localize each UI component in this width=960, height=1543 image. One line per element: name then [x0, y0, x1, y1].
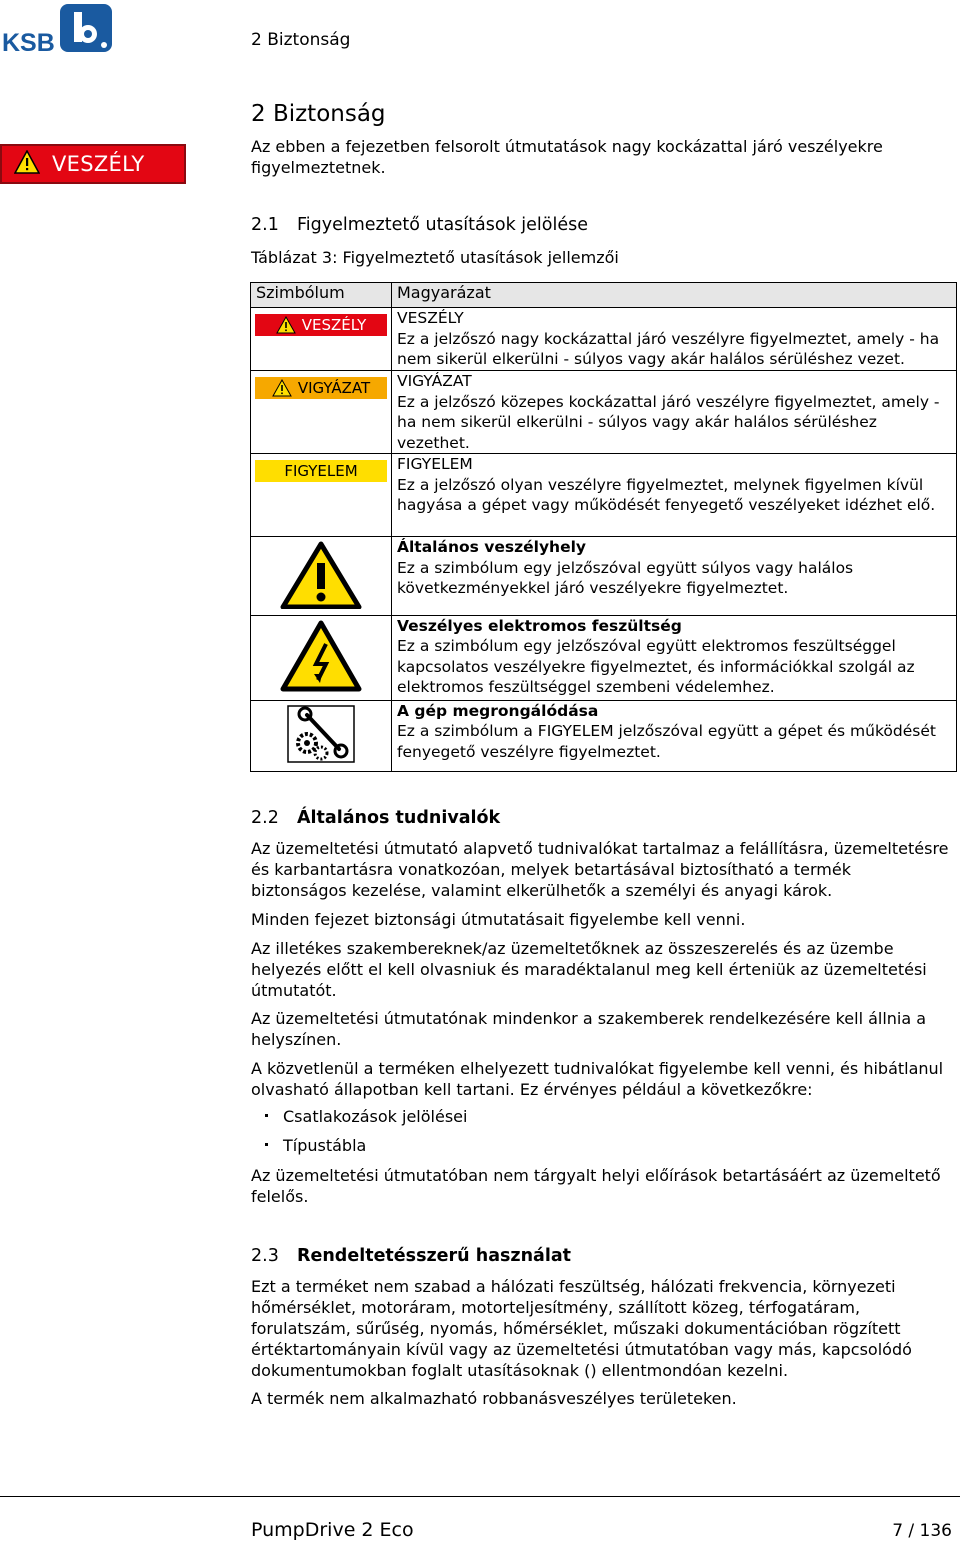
- table-row: [251, 537, 957, 616]
- paragraph: Az üzemeltetési útmutatóban nem tárgyalt helyi előírások betartásáért az üzemeltető felelős.: [251, 1166, 941, 1206]
- section-heading-2-3: [251, 1246, 571, 1266]
- chapter-title: 2 Biztonság: [251, 101, 386, 127]
- paragraph: A termék nem alkalmazható robbanásveszélyes területeken.: [251, 1389, 737, 1408]
- paragraph: Az üzemeltetési útmutató alapvető tudnivalókat tartalmaz a felállításra, üzemeltetésre és karbantartásra vonatkozóan, melyek betartásával biztosítható a termék biztonságos kezelése, valamint elkerülhetők a személyi és anyagi károk.: [251, 839, 949, 900]
- section-title: Rendeltetésszerű használat: [297, 1246, 572, 1266]
- danger-badge: VESZÉLY: [255, 314, 387, 336]
- electric-voltage-icon: [251, 620, 391, 698]
- caution-badge: FIGYELEM: [255, 460, 387, 482]
- row-title: Veszélyes elektromos feszültség: [397, 616, 682, 635]
- danger-signal-box: [0, 144, 186, 184]
- row-text: Ez a szimbólum a FIGYELEM jelzőszóval együtt a gépet és működését fenyegető veszélyre figyelmeztet.: [397, 722, 936, 761]
- ksb-logo: [2, 2, 114, 54]
- warning-triangle-icon: [14, 150, 40, 178]
- row-text: Ez a jelzőszó olyan veszélyre figyelmeztet, melynek figyelmen kívül hagyása a gépet vagy működését fenyegető veszélyeket idézhet elő.: [397, 475, 936, 514]
- danger-signal-label: VESZÉLY: [52, 152, 145, 176]
- machine-damage-icon: [251, 705, 391, 769]
- running-head: 2 Biztonság: [251, 30, 351, 50]
- row-text: Ez a szimbólum egy jelzőszóval együtt elektromos feszültséggel kapcsolatos veszélyekre figyelmeztet, és információkkal szolgál az elektromos feszültséggel szembeni védelemhez.: [397, 637, 915, 696]
- list-item: Típustábla: [251, 1136, 467, 1165]
- row-text: Ez a jelzőszó közepes kockázattal járó veszélyre figyelmeztet, amely - ha nem sikerül elkerülni - súlyos vagy akár halálos sérüléshez vezethet.: [397, 392, 940, 452]
- list-item: Csatlakozások jelölései: [251, 1107, 467, 1136]
- section-title: Figyelmeztető utasítások jelölése: [297, 215, 588, 235]
- row-title: FIGYELEM: [397, 455, 473, 473]
- warning-table: [250, 282, 957, 772]
- table-row: [251, 700, 957, 771]
- paragraph: A közvetlenül a terméken elhelyezett tudnivalókat figyelembe kell venni, és hibátlanul olvasható állapotban kell tartani. Ez érvényes például a következőkre:: [251, 1059, 944, 1099]
- footer-page-number: 7 / 136: [892, 1521, 952, 1541]
- table-header-row: [251, 283, 957, 308]
- table-caption: Táblázat 3: Figyelmeztető utasítások jellemzői: [251, 248, 619, 267]
- row-title: VESZÉLY: [397, 309, 464, 327]
- section-number: 2.2: [251, 808, 279, 828]
- warning-badge: VIGYÁZAT: [255, 377, 387, 399]
- paragraph: Az üzemeltetési útmutatónak mindenkor a szakemberek rendelkezésére kell állnia a helyszínen.: [251, 1009, 927, 1049]
- table-row: [251, 454, 957, 537]
- warning-triangle-icon: [276, 316, 296, 334]
- table-row: [251, 615, 957, 700]
- footer-rule: [0, 1496, 960, 1497]
- footer-product: PumpDrive 2 Eco: [251, 1519, 414, 1541]
- section-number: 2.3: [251, 1246, 279, 1266]
- col-symbol: Szimbólum: [251, 283, 392, 308]
- paragraph: Az illetékes szakembereknek/az üzemeltetőknek az összeszerelés és az üzembe helyezés előtt el kell olvasniuk és maradéktalanul meg kell érteniük az üzemeltetési útmutatót.: [251, 939, 927, 1000]
- paragraph: Ezt a terméket nem szabad a hálózati feszültség, hálózati frekvencia, környezeti hőmérséklet, motoráram, motorteljesítmény, szállított közeg, térfogatáram, forulatszám, sűrűség, nyomás, hőmérséklet, műszaki dokumentációban rögzített értéktartományain kívül vagy az üzemeltetési útmutatóban vagy más, kapcsolódó dokumentumokban foglalt utasításoknak () ellentmondóan kezelni.: [251, 1277, 912, 1380]
- section-heading-2-2: [251, 808, 500, 828]
- bullet-list: [251, 1107, 467, 1165]
- paragraph: Minden fejezet biztonsági útmutatásait figyelembe kell venni.: [251, 910, 746, 929]
- col-explanation: Magyarázat: [392, 283, 957, 308]
- row-title: A gép megrongálódása: [397, 701, 599, 720]
- table-row: [251, 371, 957, 454]
- section-heading-2-1: [251, 215, 588, 235]
- section-number: 2.1: [251, 215, 279, 235]
- row-title: Általános veszélyhely: [397, 538, 587, 556]
- table-row: [251, 308, 957, 371]
- row-text: Ez a jelzőszó nagy kockázattal járó veszélyre figyelmeztet, amely - ha nem sikerül elkerülni - súlyos vagy akár halálos sérüléshez vezet.: [397, 329, 940, 368]
- warning-triangle-icon: [272, 379, 292, 397]
- chapter-intro: Az ebben a fejezetben felsorolt útmutatások nagy kockázattal járó veszélyekre figyelmeztetnek.: [251, 137, 883, 177]
- section-title: Általános tudnivalók: [297, 808, 501, 828]
- general-hazard-icon: [251, 541, 391, 615]
- svg-text:KSB: KSB: [2, 29, 55, 54]
- row-title: VIGYÁZAT: [397, 372, 472, 390]
- row-text: Ez a szimbólum egy jelzőszóval együtt súlyos vagy halálos következményekkel járó veszélyekre figyelmeztet.: [397, 558, 854, 597]
